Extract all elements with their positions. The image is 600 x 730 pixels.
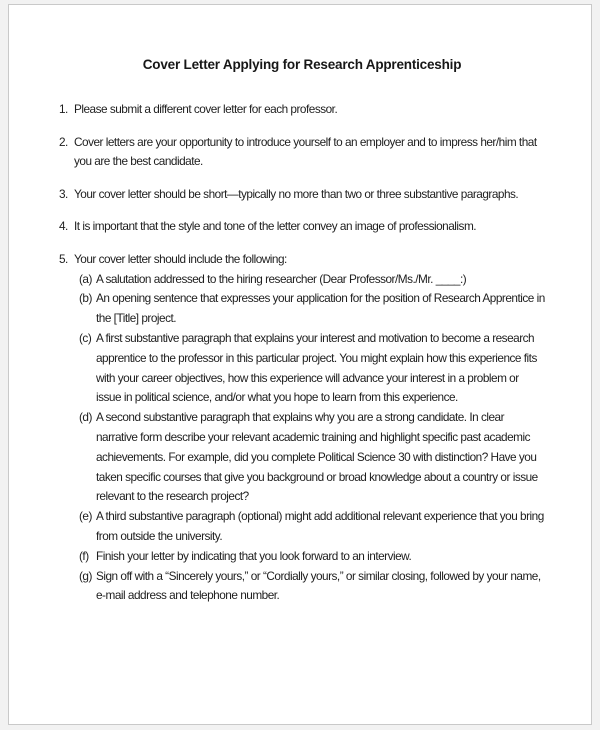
document-page <box>8 4 592 725</box>
list-item-4 <box>59 217 545 237</box>
list-item-5-text: Your cover letter should include the following: <box>74 251 287 266</box>
list-item-4-number: 4. <box>59 219 68 234</box>
list-item-3-number: 3. <box>59 186 68 201</box>
list-item-1-number: 1. <box>59 102 68 116</box>
list-item-5 <box>59 250 545 606</box>
sub-item-f-text: Finish your letter by indicating that you look forward to an interview. <box>96 548 412 563</box>
sub-item-f-letter: (f) <box>79 548 89 563</box>
list-item-2-number: 2. <box>59 134 68 149</box>
sub-item-f <box>79 547 545 567</box>
numbered-list <box>59 100 545 606</box>
document-content <box>9 5 591 606</box>
sub-item-c-text: A first substantive paragraph that explains your interest and motivation to become a research apprentice to the professor in this particular project. You might explain how this experience fits with your career objectives, how this experience will advance your interest in a problem or issue in political science, and/or what you hope to learn from this experience. <box>96 330 537 405</box>
sub-item-a-letter: (a) <box>79 271 92 286</box>
list-item-4-text: It is important that the style and tone of the letter convey an image of professionalism. <box>74 219 477 234</box>
sub-item-d <box>79 408 545 507</box>
list-item-3-text: Your cover letter should be short—typically no more than two or three substantive paragraphs. <box>74 186 519 201</box>
sub-item-b-text: An opening sentence that expresses your application for the position of Research Apprentice in the [Title] project. <box>96 291 545 326</box>
sub-item-e-letter: (e) <box>79 509 92 524</box>
sub-item-d-letter: (d) <box>79 410 92 425</box>
sub-item-a <box>79 270 545 290</box>
list-item-1-text: Please submit a different cover letter for each professor. <box>74 102 338 116</box>
document-title: Cover Letter Applying for Research Apprenticeship <box>142 57 462 72</box>
lettered-sublist <box>79 270 545 607</box>
list-item-2 <box>59 133 545 172</box>
sub-item-d-text: A second substantive paragraph that explains why you are a strong candidate. In clear narrative form describe your relevant academic training and highlight specific past academic achievements. For example, did you complete Political Science 30 with distinction? Have you taken specific courses that give you background or broad knowledge about a country or issue relevant to the research project? <box>96 410 538 504</box>
list-item-5-number: 5. <box>59 251 68 266</box>
list-item-1 <box>59 100 545 120</box>
sub-item-a-text: A salutation addressed to the hiring researcher (Dear Professor/Ms./Mr. ____:) <box>96 271 467 286</box>
list-item-2-text: Cover letters are your opportunity to introduce yourself to an employer and to impress her/him that you are the best candidate. <box>74 134 537 169</box>
sub-item-c-letter: (c) <box>79 330 92 345</box>
sub-item-b-letter: (b) <box>79 291 92 306</box>
sub-item-g <box>79 567 545 607</box>
list-item-3 <box>59 185 545 205</box>
sub-item-e <box>79 507 545 547</box>
sub-item-g-text: Sign off with a “Sincerely yours,” or “Cordially yours,” or similar closing, followed by your name, e-mail address and telephone number. <box>96 568 541 603</box>
sub-item-b <box>79 289 545 329</box>
list-item-5-body <box>74 250 545 606</box>
sub-item-e-text: A third substantive paragraph (optional) might add additional relevant experience that you bring from outside the university. <box>96 509 544 543</box>
sub-item-c <box>79 329 545 408</box>
sub-item-g-letter: (g) <box>79 568 92 583</box>
